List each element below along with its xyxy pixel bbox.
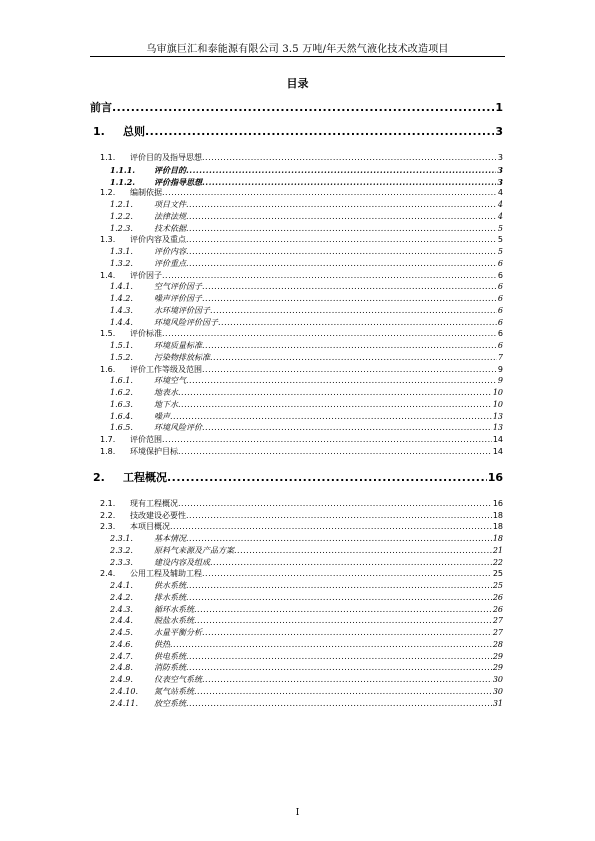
footer-page-number: I <box>295 808 300 818</box>
toc-entry[interactable] <box>90 166 503 174</box>
toc-entry-title: 本项目概况 <box>130 522 170 532</box>
toc-leader-dots <box>194 606 492 614</box>
toc-entry-page: 14 <box>492 435 503 444</box>
toc-leader-dots <box>145 126 494 137</box>
toc-entry[interactable] <box>90 424 503 432</box>
toc-entry[interactable] <box>90 319 503 327</box>
toc-leader-dots <box>186 594 492 602</box>
toc-entry-page: 4 <box>497 211 503 221</box>
toc-entry-title: 前言 <box>90 101 112 114</box>
toc-entry[interactable] <box>90 617 503 625</box>
toc-entry[interactable] <box>90 330 503 338</box>
toc-entry-number: 1.5.1. <box>110 341 133 350</box>
toc-entry-title: 评价因子 <box>130 270 162 280</box>
toc-entry-number: 1.6.4. <box>110 411 133 421</box>
toc-entry-title: 环境质量标准 <box>154 341 202 350</box>
toc-leader-dots <box>186 225 497 233</box>
toc-entry[interactable] <box>90 629 503 637</box>
toc-entry-number: 1.1.2. <box>110 176 136 187</box>
toc-entry[interactable] <box>90 512 503 520</box>
toc-leader-dots <box>162 436 492 444</box>
toc-entry-title: 环境风险评价因子 <box>154 317 218 327</box>
header-rule <box>90 56 505 57</box>
toc-leader-dots <box>218 319 497 327</box>
toc-entry-page: 4 <box>497 188 503 198</box>
toc-entry-page: 16 <box>492 498 503 508</box>
toc-entry-page: 5 <box>497 235 503 245</box>
toc-entry-title: 评价内容及重点 <box>130 235 186 245</box>
toc-entry[interactable] <box>90 500 503 508</box>
toc-entry-number: 2.3. <box>100 522 116 532</box>
toc-entry[interactable] <box>90 688 503 696</box>
toc-leader-dots <box>162 272 497 280</box>
toc-leader-dots <box>186 213 497 221</box>
toc-entry-number: 1.4. <box>100 270 116 280</box>
toc-entry-title: 环境保护目标 <box>130 446 178 456</box>
toc-leader-dots <box>162 330 497 338</box>
toc-entry[interactable] <box>90 448 503 456</box>
toc-entry[interactable] <box>90 700 503 708</box>
toc-entry-number: 2.4.6. <box>110 639 133 649</box>
toc-entry-number: 1.3. <box>100 235 116 245</box>
toc-entry-page: 6 <box>497 341 503 350</box>
toc-entry[interactable] <box>90 283 503 291</box>
toc-entry-title: 供电系统 <box>154 651 186 661</box>
toc-entry-title: 循环水系统 <box>154 604 194 614</box>
toc-entry[interactable] <box>90 641 503 649</box>
toc-entry-number: 2.4.5. <box>110 628 133 637</box>
toc-leader-dots <box>186 535 492 543</box>
toc-entry-number: 2.4.2. <box>110 592 133 602</box>
toc-entry-page: 26 <box>492 592 503 602</box>
toc-leader-dots <box>202 283 497 291</box>
toc-entry[interactable] <box>90 676 503 684</box>
toc-entry-title: 原料气来源及产品方案 <box>154 545 234 555</box>
toc-entry-title: 项目文件 <box>154 200 186 209</box>
toc-entry-page: 27 <box>492 616 503 626</box>
toc-entry[interactable] <box>90 178 503 186</box>
toc-entry-title: 环境风险评价 <box>154 423 202 433</box>
toc-leader-dots <box>202 366 497 374</box>
toc-entry[interactable] <box>90 213 503 221</box>
toc-leader-dots <box>170 641 492 649</box>
toc-leader-dots <box>202 178 496 186</box>
toc-entry-title: 噪声 <box>154 411 170 421</box>
toc-entry-number: 2.4.11. <box>110 698 138 708</box>
toc-entry[interactable] <box>90 295 503 303</box>
toc-entry[interactable] <box>90 653 503 661</box>
toc-entry-number: 1.6.5. <box>110 423 133 433</box>
toc-entry-page: 6 <box>497 317 503 327</box>
toc-entry-title: 公用工程及辅助工程 <box>130 569 202 579</box>
toc-entry-title: 氮气站系统 <box>154 686 194 696</box>
toc-entry-title: 地下水 <box>154 399 178 409</box>
toc-entry-page: 9 <box>497 364 503 374</box>
toc-entry[interactable] <box>90 606 503 614</box>
toc-entry-number: 1.3.2. <box>110 258 133 268</box>
toc-leader-dots <box>112 102 494 113</box>
toc-entry-title: 总则 <box>123 125 145 138</box>
toc-leader-dots <box>194 688 492 696</box>
toc-leader-dots <box>210 354 497 362</box>
toc-entry-page: 30 <box>492 675 503 684</box>
toc-leader-dots <box>210 307 497 315</box>
toc-entry-page: 6 <box>497 270 503 280</box>
toc-entry-title: 消防系统 <box>154 663 186 673</box>
toc-entry-title: 现有工程概况 <box>130 498 178 508</box>
toc-entry-page: 25 <box>492 581 503 590</box>
toc-entry-page: 18 <box>492 510 503 520</box>
toc-entry-number: 1.2.3. <box>110 223 133 233</box>
toc-leader-dots <box>162 189 497 197</box>
toc-entry-number: 1.6.3. <box>110 399 133 409</box>
toc-entry-page: 6 <box>497 258 503 268</box>
toc-leader-dots <box>202 629 492 637</box>
toc-entry-page: 4 <box>497 200 503 209</box>
toc-entry[interactable] <box>90 354 503 362</box>
toc-leader-dots <box>202 295 497 303</box>
toc-entry-page: 21 <box>492 545 503 555</box>
toc-leader-dots <box>186 512 492 520</box>
toc-entry-number: 2.4.9. <box>110 675 133 684</box>
toc-entry[interactable] <box>90 377 503 385</box>
toc-entry-page: 1 <box>495 101 503 114</box>
toc-entry-number: 1.4.2. <box>110 294 133 303</box>
toc-entry[interactable] <box>90 189 503 197</box>
page-header: 乌审旗巨汇和泰能源有限公司 3.5 万吨/年天然气液化技术改造项目 <box>146 44 449 55</box>
toc-entry-title: 水环境评价因子 <box>154 305 210 315</box>
toc-entry-page: 29 <box>492 663 503 673</box>
toc-entry[interactable] <box>90 236 503 244</box>
toc-entry-title: 噪声评价因子 <box>154 294 202 303</box>
toc-entry-number: 2.2. <box>100 510 116 520</box>
toc-leader-dots <box>186 166 496 174</box>
toc-leader-dots <box>178 401 492 409</box>
toc-leader-dots <box>210 559 492 567</box>
toc-entry[interactable] <box>90 401 503 409</box>
toc-entry[interactable] <box>90 472 503 483</box>
toc-entry-page: 6 <box>497 305 503 315</box>
toc-entry-page: 31 <box>492 698 503 708</box>
toc-entry-page: 13 <box>492 423 503 433</box>
toc-leader-dots <box>186 653 492 661</box>
toc-entry[interactable] <box>90 582 503 590</box>
toc-leader-dots <box>186 201 497 209</box>
toc-leader-dots <box>202 154 497 162</box>
toc-entry-title: 仪表空气系统 <box>154 675 202 684</box>
toc-entry-number: 2.3.1. <box>110 534 133 543</box>
toc-leader-dots <box>186 377 497 385</box>
toc-entry-title: 技改建设必要性 <box>130 510 186 520</box>
toc-entry-page: 29 <box>492 651 503 661</box>
toc-entry-page: 3 <box>495 125 503 138</box>
toc-entry-page: 27 <box>492 628 503 637</box>
toc-entry-page: 22 <box>492 557 503 567</box>
toc-entry-page: 6 <box>497 329 503 339</box>
toc-entry-title: 基本情况 <box>154 534 186 543</box>
toc-entry-page: 28 <box>492 639 503 649</box>
toc-entry-number: 1.5.2. <box>110 352 133 362</box>
toc-entry-page: 18 <box>492 522 503 532</box>
toc-entry-number: 1.2. <box>100 188 116 198</box>
toc-entry-page: 5 <box>497 247 503 256</box>
toc-entry-number: 1. <box>93 125 105 138</box>
toc-entry[interactable] <box>90 413 503 421</box>
toc-entry-number: 1.4.4. <box>110 317 133 327</box>
toc-entry-title: 评价内容 <box>154 247 186 256</box>
toc-entry[interactable] <box>90 523 503 531</box>
toc-entry-number: 2. <box>93 470 105 484</box>
toc-entry-title: 评价目的及指导思想 <box>130 153 202 162</box>
toc-entry[interactable] <box>90 389 503 397</box>
toc-entry-number: 2.4.4. <box>110 616 133 626</box>
toc-entry[interactable] <box>90 126 503 137</box>
toc-entry[interactable] <box>90 342 503 350</box>
toc-entry-title: 编制依据 <box>130 188 162 198</box>
toc-entry-title: 评价目的 <box>154 164 186 175</box>
toc-entry-title: 放空系统 <box>154 698 186 708</box>
toc-entry-title: 环境空气 <box>154 376 186 386</box>
toc-entry-number: 2.4.7. <box>110 651 133 661</box>
toc-entry[interactable] <box>90 307 503 315</box>
toc-entry-number: 1.7. <box>100 435 116 444</box>
toc-entry[interactable] <box>90 225 503 233</box>
toc-entry[interactable] <box>90 272 503 280</box>
toc-entry[interactable] <box>90 366 503 374</box>
toc-entry-title: 法律法规 <box>154 211 186 221</box>
toc-entry-number: 2.4.1. <box>110 581 133 590</box>
toc-entry-number: 1.2.2. <box>110 211 133 221</box>
toc-entry-page: 25 <box>492 569 503 579</box>
toc-entry-title: 技术依据 <box>154 223 186 233</box>
toc-entry-page: 5 <box>497 223 503 233</box>
toc-entry-title: 排水系统 <box>154 592 186 602</box>
toc-entry[interactable] <box>90 559 503 567</box>
toc-entry-page: 9 <box>497 376 503 386</box>
toc-entry-title: 工程概况 <box>123 470 167 484</box>
toc-entry-title: 水量平衡分析 <box>154 628 202 637</box>
toc-entry-number: 1.6.1. <box>110 376 133 386</box>
toc-entry-title: 评价重点 <box>154 258 186 268</box>
toc-leader-dots <box>167 472 487 483</box>
toc-entry-title: 评价工作等级及范围 <box>130 364 202 374</box>
toc-entry-page: 6 <box>497 294 503 303</box>
toc-leader-dots <box>186 664 492 672</box>
toc-entry-number: 1.1.1. <box>110 164 136 175</box>
toc-leader-dots <box>202 424 492 432</box>
toc-entry[interactable] <box>90 248 503 256</box>
toc-entry-page: 30 <box>492 686 503 696</box>
toc-entry-number: 2.4.3. <box>110 604 133 614</box>
toc-entry-page: 18 <box>492 534 503 543</box>
toc-leader-dots <box>186 236 497 244</box>
toc-leader-dots <box>186 248 497 256</box>
toc-leader-dots <box>178 500 492 508</box>
toc-entry[interactable] <box>90 594 503 602</box>
toc-entry[interactable] <box>90 436 503 444</box>
toc-entry-page: 7 <box>497 352 503 362</box>
toc-entry-number: 1.6.2. <box>110 388 133 397</box>
toc-leader-dots <box>178 448 492 456</box>
toc-leader-dots <box>186 260 497 268</box>
toc-entry-page: 6 <box>497 282 503 292</box>
toc-entry-title: 脱盐水系统 <box>154 616 194 626</box>
toc-entry[interactable] <box>90 260 503 268</box>
toc-title: 目录 <box>286 77 309 90</box>
toc-leader-dots <box>202 342 497 350</box>
toc-entry-number: 2.4.10. <box>110 686 138 696</box>
toc-entry-page: 10 <box>492 399 503 409</box>
toc-entry-number: 2.3.3. <box>110 557 133 567</box>
toc-entry-page: 3 <box>497 153 503 162</box>
toc-entry-number: 1.4.1. <box>110 282 133 292</box>
toc-entry[interactable] <box>90 570 503 578</box>
toc-entry-page: 14 <box>492 446 503 456</box>
toc-entry-page: 26 <box>492 604 503 614</box>
toc-leader-dots <box>170 413 492 421</box>
toc-entry-number: 1.1. <box>100 153 116 162</box>
toc-entry-title: 供水系统 <box>154 581 186 590</box>
toc-entry-page: 10 <box>492 388 503 397</box>
toc-leader-dots <box>186 582 492 590</box>
toc-entry[interactable] <box>90 102 503 113</box>
toc-entry-title: 评价标准 <box>130 329 162 339</box>
toc-entry-title: 评价指导思想 <box>154 176 202 187</box>
toc-leader-dots <box>186 700 492 708</box>
toc-entry-number: 1.6. <box>100 364 116 374</box>
toc-entry-title: 供热 <box>154 639 170 649</box>
toc-leader-dots <box>202 570 492 578</box>
toc-leader-dots <box>170 523 492 531</box>
toc-entry-number: 1.5. <box>100 329 116 339</box>
toc-leader-dots <box>234 547 492 555</box>
toc-entry-number: 2.3.2. <box>110 545 133 555</box>
toc-leader-dots <box>202 676 492 684</box>
toc-entry-number: 2.1. <box>100 498 116 508</box>
toc-leader-dots <box>178 389 492 397</box>
toc-entry-title: 建设内容及组成 <box>154 557 210 567</box>
toc-entry-title: 地表水 <box>154 388 178 397</box>
toc-entry-number: 1.3.1. <box>110 247 133 256</box>
toc-entry-page: 3 <box>497 176 503 187</box>
toc-entry-page: 3 <box>497 164 503 175</box>
toc-entry[interactable] <box>90 201 503 209</box>
toc-entry[interactable] <box>90 547 503 555</box>
toc-entry-title: 空气评价因子 <box>154 282 202 292</box>
toc-leader-dots <box>194 617 492 625</box>
toc-entry[interactable] <box>90 535 503 543</box>
toc-entry[interactable] <box>90 154 503 162</box>
toc-entry-number: 2.4.8. <box>110 663 133 673</box>
toc-entry-number: 2.4. <box>100 569 116 579</box>
toc-entry[interactable] <box>90 664 503 672</box>
toc-entry-title: 评价范围 <box>130 435 162 444</box>
toc-entry-title: 污染物排放标准 <box>154 352 210 362</box>
toc-entry-number: 1.8. <box>100 446 116 456</box>
toc-entry-page: 13 <box>492 411 503 421</box>
toc-entry-number: 1.2.1. <box>110 200 133 209</box>
toc-entry-page: 16 <box>487 470 503 484</box>
toc-entry-number: 1.4.3. <box>110 305 133 315</box>
